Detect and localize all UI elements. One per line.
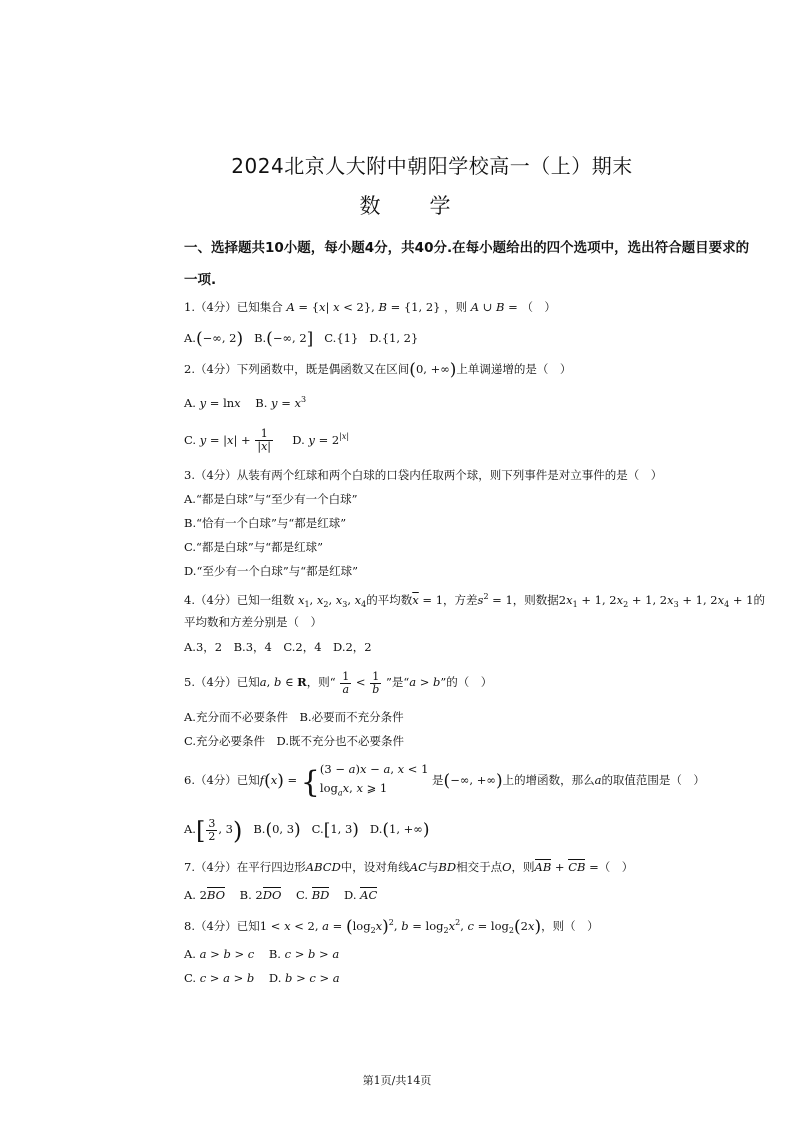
question-3-option-d: D.“至少有一个白球”与“都是红球”: [184, 564, 358, 578]
question-7-stem: 7.（4分）在平行四边形ABCD中，设对角线AC与BD相交于点O，则AB + CB =（ ）: [184, 860, 634, 874]
question-6-options: A.[ $\frac{3}{2}$ , 3) B.(0, 3) C.[1, 3) D.(1, +∞): [184, 816, 430, 845]
page-number: 第1页/共14页: [362, 1074, 432, 1087]
question-3-stem: 3.（4分）从装有两个红球和两个白球的口袋内任取两个球，则下列事件是对立事件的是（ ）: [184, 468, 663, 482]
question-4-stem: 4.（4分）已知一组数 $x_1$, $x_2$, $x_3$, $x_4$的平均数$\overline{x} = 1$，方差$s^2 = 1$，则数据$2x_1 + 1$, $2x_2 + 1$, $2x_3 + 1$, $2x_4 + 1$的: [184, 592, 765, 610]
question-5-options-ab: A.充分而不必要条件 B.必要而不充分条件: [184, 710, 404, 724]
question-6-stem: 6.（4分）已知f(x) = { (3 − a)x − a, x < 1 $\log_ax$, x ⩾ 1 是(−∞, +∞)上的增函数，那么a的取值范围是（ ）: [184, 762, 705, 801]
question-4-stem-line2: 平均数和方差分别是（ ）: [184, 615, 322, 629]
question-1-stem: 1.（4分）已知集合 A = {x| x < 2}, B = {1, 2} ，则 A ∪ B = （ ）: [184, 300, 556, 314]
section-heading: 一、选择题共10小题，每小题4分，共40分.在每小题给出的四个选项中，选出符合题目要求的一项.: [184, 240, 750, 288]
question-8-stem: 8.（4分）已知1 < x < 2, $a = (\log_2x)^2$, $b = \log_2x^2$, $c = \log_2(2x)$，则（ ）: [184, 916, 599, 937]
page-title: 2024北京人大附中朝阳学校高一（上）期末: [231, 154, 633, 178]
question-8-options-ab: A. a > b > c B. c > b > a: [184, 947, 340, 961]
question-3-option-a: A.“都是白球”与“至少有一个白球”: [184, 492, 358, 506]
question-5-stem: 5.（4分）已知a, b ∈ R，则“ $\frac{1}{a}$ < $\frac{1}{b}$ ”是“a > b”的（ ）: [184, 669, 493, 696]
subject-title: 数 学: [359, 194, 465, 218]
question-5-options-cd: C.充分必要条件 D.既不充分也不必要条件: [184, 734, 405, 748]
question-4-options: A.3，2 B.3，4 C.2，4 D.2，2: [184, 640, 372, 654]
question-3-option-c: C.“都是白球”与“都是红球”: [184, 540, 324, 554]
question-2-stem: 2.（4分）下列函数中，既是偶函数又在区间(0, +∞)上单调递增的是（ ）: [184, 360, 572, 380]
question-1-options: A.(−∞, 2) B.(−∞, 2] C.{1} D.{1, 2}: [184, 329, 419, 349]
question-2-options-ab: A. y = lnx B. $y = x^3$: [184, 395, 307, 410]
question-2-options-cd: C. y = |x| + $\frac{1}{|x|}$ D. $y = 2^{|x|}$: [184, 427, 350, 454]
question-7-options: A. 2BO B. 2DO C. BD D. AC: [184, 888, 378, 902]
question-8-options-cd: C. c > a > b D. b > c > a: [184, 971, 340, 985]
question-3-option-b: B.“恰有一个白球”与“都是红球”: [184, 516, 347, 530]
